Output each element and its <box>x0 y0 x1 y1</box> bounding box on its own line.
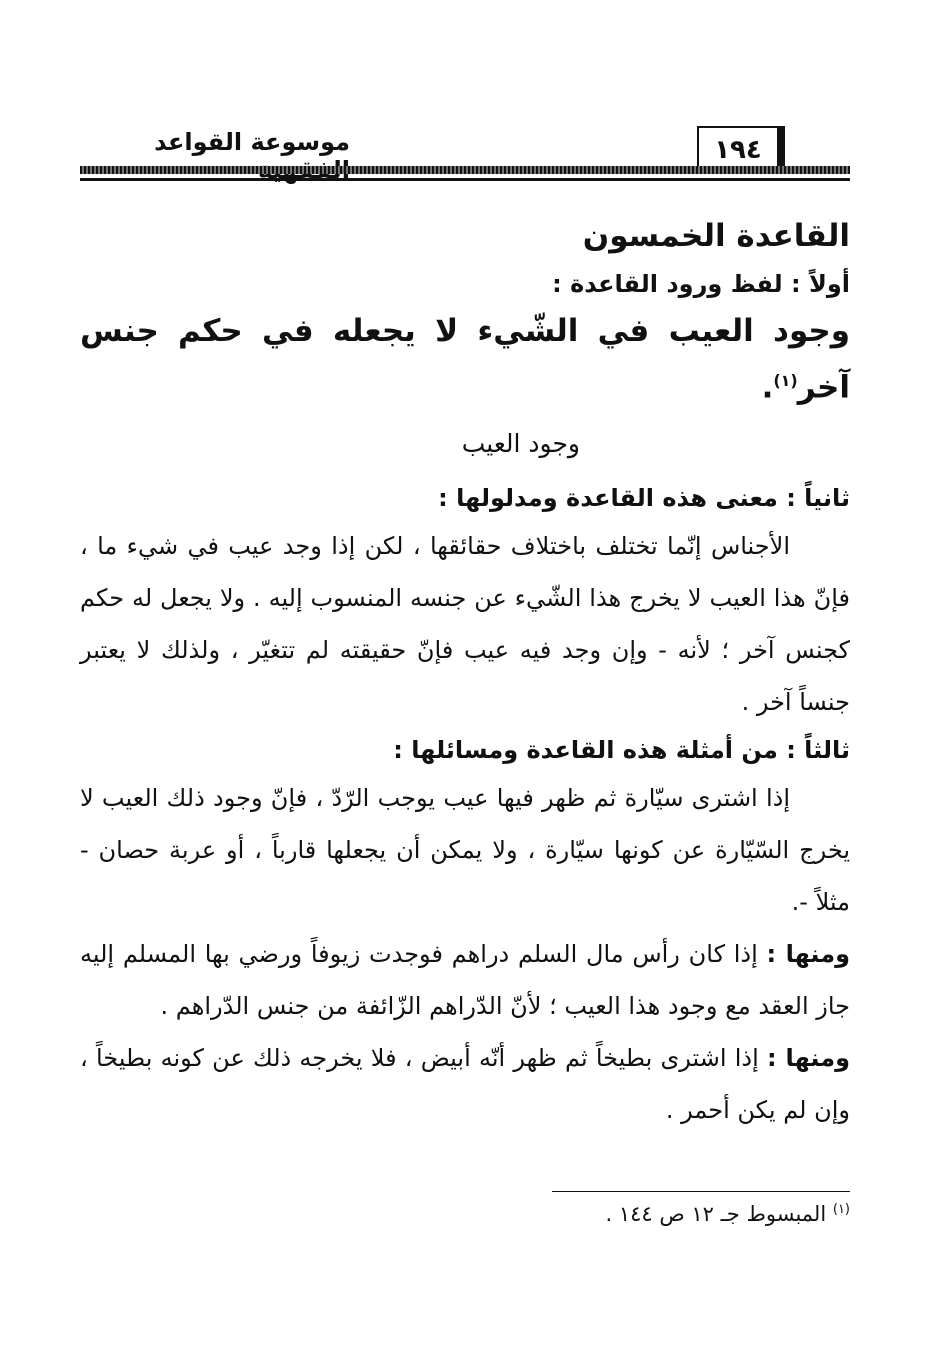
first-heading: أولاً : لفظ ورود القاعدة : <box>552 270 850 298</box>
page-number: ١٩٤ <box>697 126 785 172</box>
footnote-separator <box>552 1191 850 1192</box>
rule-text-end: . <box>761 369 774 406</box>
rule-text: وجود العيب في الشّيء لا يجعله في حكم جنس آخر <box>80 313 850 406</box>
rule-title: القاعدة الخمسون <box>582 218 850 254</box>
example-2 <box>80 928 850 1032</box>
footnote-ref: (١) <box>773 371 798 390</box>
main-content <box>80 210 850 1136</box>
header-rule-thick <box>80 166 850 174</box>
example-1: إذا اشترى سيّارة ثم ظهر فيها عيب يوجب الرّدّ ، فإنّ وجود ذلك العيب لا يخرج السّيّارة عن كونها سيّارة ، ولا يمكن أن يجعلها قارباً ، أو عربة حصان - مثلاً -. <box>80 784 850 917</box>
page-header <box>80 118 850 178</box>
example-3-lead: ومنها : <box>767 1044 850 1073</box>
example-2-lead: ومنها : <box>766 940 851 969</box>
second-heading: ثانياً : معنى هذه القاعدة ومدلولها : <box>438 484 850 513</box>
footnote-marker: (١) <box>832 1202 850 1217</box>
book-title: موسوعة القواعد <box>154 128 350 156</box>
footnote-text: المبسوط جـ ١٢ ص ١٤٤ . <box>605 1202 827 1226</box>
example-3-text: إذا اشترى بطيخاً ثم ظهر أنّه أبيض ، فلا يخرجه ذلك عن كونه بطيخاً ، وإن لم يكن أحمر . <box>80 1044 850 1125</box>
footnote <box>430 1202 850 1226</box>
example-3 <box>80 1032 850 1136</box>
meaning-paragraph: الأجناس إنّما تختلف باختلاف حقائقها ، لكن إذا وجد عيب في شيء ما ، فإنّ هذا العيب لا يخرج هذا الشّيء عن جنسه المنسوب إليه . ولا يجعل له حكم كجنس آخر ؛ لأنه - وإن وجد فيه عيب فإنّ حقيقته لم تتغيّر ، ولذلك لا يعتبر جنساً آخر . <box>80 532 850 717</box>
side-note: وجود العيب <box>461 429 580 459</box>
third-heading: ثالثاً : من أمثلة هذه القاعدة ومسائلها : <box>393 736 850 765</box>
header-rule-thin <box>80 178 850 181</box>
example-2-text: إذا كان رأس مال السلم دراهم فوجدت زيوفاً ورضي بها المسلم إليه جاز العقد مع وجود هذا العيب ؛ لأنّ الدّراهم الزّائفة من جنس الدّراهم . <box>80 940 850 1021</box>
rule-statement <box>80 306 850 412</box>
